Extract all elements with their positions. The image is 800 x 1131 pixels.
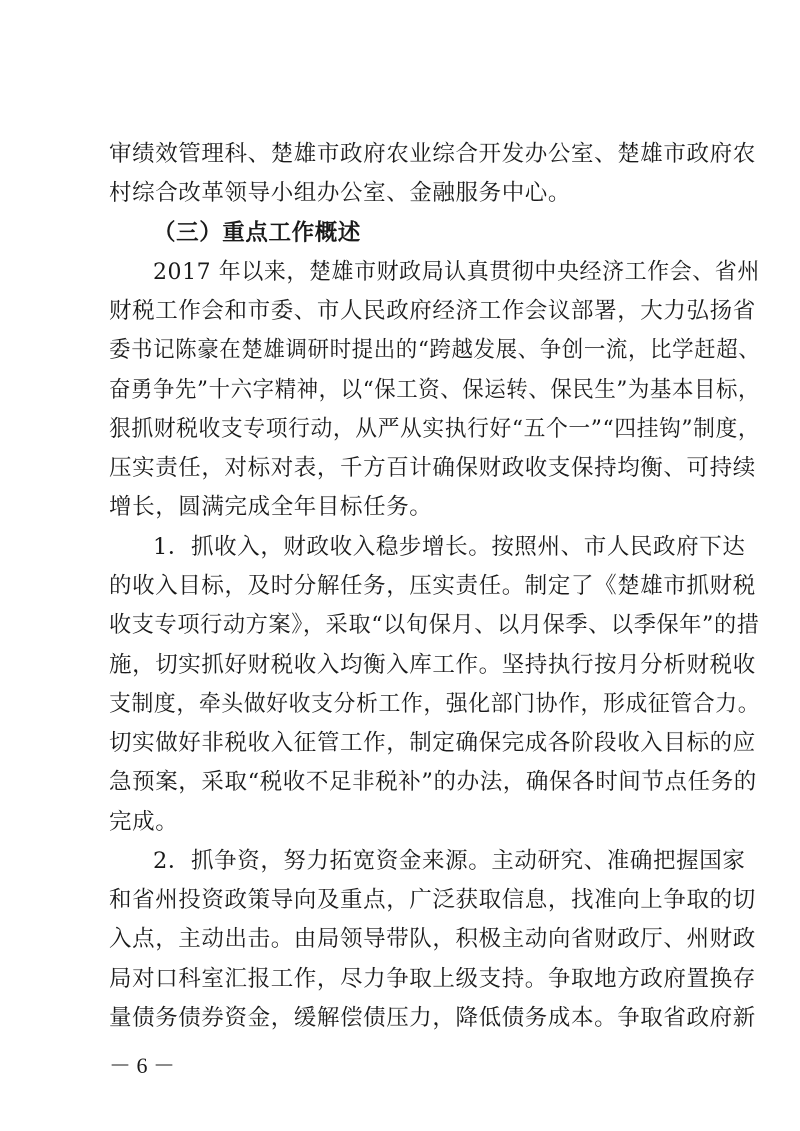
paragraph-line: 狠抓财税收支专项行动，从严从实执行好“五个一”“四挂钩”制度， <box>109 416 761 442</box>
paragraph-line: 1．抓收入，财政收入稳步增长。按照州、市人民政府下达 <box>153 534 746 560</box>
paragraph-line: 和省州投资政策导向及重点，广泛获取信息，找准向上争取的切 <box>109 887 756 913</box>
paragraph-line: 切实做好非税收入征管工作，制定确保完成各阶段收入目标的应 <box>109 730 756 756</box>
paragraph-line: 增长，圆满完成全年目标任务。 <box>109 494 433 520</box>
paragraph-line: 施，切实抓好财税收入均衡入库工作。坚持执行按月分析财税收 <box>109 652 756 678</box>
paragraph-line: 2．抓争资，努力拓宽资金来源。主动研究、准确把握国家 <box>153 848 746 874</box>
paragraph-line: 入点，主动出击。由局领导带队，积极主动向省财政厅、州财政 <box>109 926 756 952</box>
paragraph-line: 财税工作会和市委、市人民政府经济工作会议部署，大力弘扬省 <box>109 298 756 324</box>
paragraph-line: 量债务债券资金，缓解偿债压力，降低债务成本。争取省政府新 <box>109 1005 756 1031</box>
paragraph-line: 收支专项行动方案》，采取“以旬保月、以月保季、以季保年”的措 <box>109 612 760 638</box>
paragraph-line: 委书记陈豪在楚雄调研时提出的“跨越发展、争创一流，比学赶超、 <box>109 337 761 363</box>
paragraph-line: 村综合改革领导小组办公室、金融服务中心。 <box>109 180 572 206</box>
paragraph-line: 审绩效管理科、楚雄市政府农业综合开发办公室、楚雄市政府农 <box>109 141 756 167</box>
paragraph-line: 急预案，采取“税收不足非税补”的办法，确保各时间节点任务的 <box>109 769 757 795</box>
paragraph-line: 2017 年以来，楚雄市财政局认真贯彻中央经济工作会、省州 <box>153 259 760 285</box>
paragraph-line: 完成。 <box>109 809 179 835</box>
paragraph-line: 支制度，牵头做好收支分析工作，强化部门协作，形成征管合力。 <box>109 691 761 717</box>
paragraph-line: 的收入目标，及时分解任务，压实责任。制定了《楚雄市抓财税 <box>109 573 756 599</box>
paragraph-line: 压实责任，对标对表，千方百计确保财政收支保持均衡、可持续 <box>109 455 756 481</box>
page-number: － 6 － <box>109 1053 176 1078</box>
section-heading: （三）重点工作概述 <box>153 220 361 246</box>
paragraph-line: 奋勇争先”十六字精神，以“保工资、保运转、保民生”为基本目标， <box>109 377 761 403</box>
paragraph-line: 局对口科室汇报工作，尽力争取上级支持。争取地方政府置换存 <box>109 966 756 992</box>
